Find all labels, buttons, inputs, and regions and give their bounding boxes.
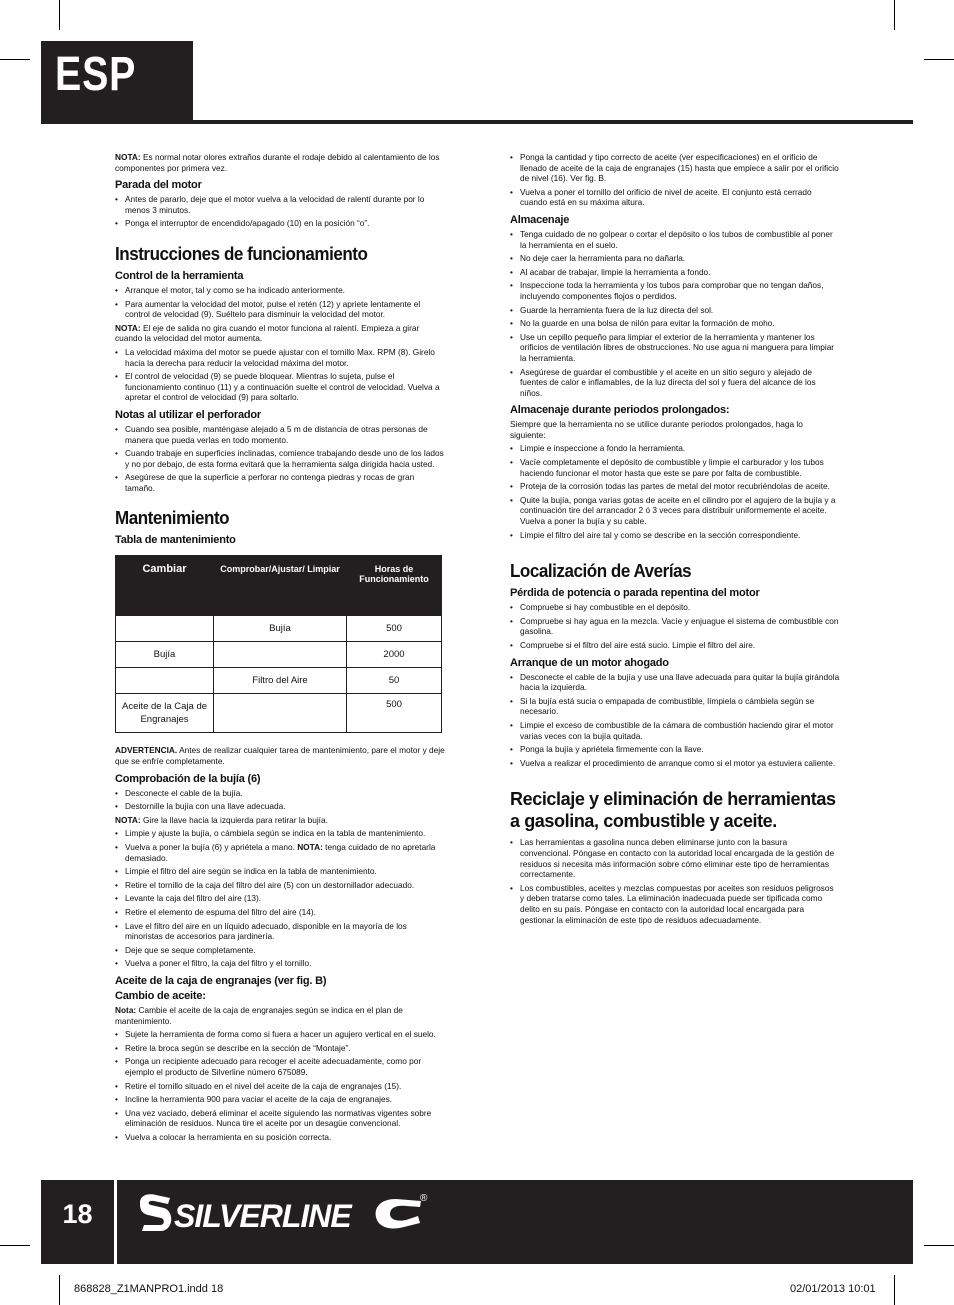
crop-mark: [924, 1245, 954, 1246]
table-row: [116, 668, 442, 694]
list-item: • Ponga un recipiente adecuado para recoger el aceite adecuadamente, como por ejemplo el producto de Silverline número 675089.: [115, 1056, 445, 1077]
list-item: • Vuelva a poner el filtro, la caja del filtro y el tornillo.: [115, 958, 445, 969]
list-item: • Proteja de la corrosión todas las partes de metal del motor recubriéndolas de aceite.: [510, 481, 840, 492]
note-paragraph: NOTA: Gire la llave hacia la izquierda para retirar la bujía.: [115, 814, 328, 825]
list-item: • Al acabar de trabajar, limpie la herramienta a fondo.: [510, 267, 840, 278]
maintenance-table: [115, 555, 442, 733]
table-cell: Bujía: [116, 642, 214, 668]
section-heading: Parada del motor: [115, 179, 202, 192]
list-item: • Compruebe si hay combustible en el depósito.: [510, 602, 840, 613]
list-item: • Antes de pararlo, deje que el motor vuelva a la velocidad de ralentí durante por lo menos 3 minutos.: [115, 194, 445, 215]
list-item: • Limpie y ajuste la bujía, o cámbiela según se indica en la tabla de mantenimiento.: [115, 828, 445, 839]
section-title: Mantenimiento: [115, 507, 230, 529]
paragraph: Siempre que la herramienta no se utilice durante periodos prolongados, haga lo siguiente:: [510, 419, 803, 440]
file-info: 868828_Z1MANPRO1.indd 18: [74, 1283, 224, 1295]
crop-mark: [59, 0, 60, 30]
bullet-list: [510, 602, 840, 650]
list-item: • Limpie el exceso de combustible de la cámara de combustión haciendo girar el motor varias veces con la bujía quitada.: [510, 720, 840, 741]
list-item: • Vuelva a poner la bujía (6) y apriétela a mano. NOTA: tenga cuidado de no apretarla demasiado.: [115, 842, 445, 863]
bullet-list: [510, 837, 840, 925]
language-tab: [41, 41, 193, 123]
section-heading: Almacenaje durante periodos prolongados:: [510, 404, 730, 417]
list-item: • Deje que se seque completamente.: [115, 945, 445, 956]
bullet-list: [510, 443, 840, 540]
table-cell: Bujía: [214, 616, 347, 642]
footer-divider: [114, 1180, 117, 1264]
list-item: • La velocidad máxima del motor se puede ajustar con el tornillo Max. RPM (8). Girelo hacia la derecha para reducir la velocidad máxima del motor.: [115, 347, 445, 368]
crop-mark: [894, 1275, 895, 1305]
table-cell: [116, 668, 214, 694]
list-item: • Sujete la herramienta de forma como si fuera a hacer un agujero vertical en el suelo.: [115, 1029, 445, 1040]
table-header-cell: Horas de Funcionamiento: [347, 556, 442, 616]
bullet-list: [115, 424, 445, 494]
list-item: • Retire la broca según se describe en la sección de “Montaje”.: [115, 1043, 445, 1054]
table-row: [116, 616, 442, 642]
bullet-list: [115, 1029, 445, 1142]
list-item: • Retire el tornillo situado en el nivel del aceite de la caja de engranajes (15).: [115, 1081, 445, 1092]
table-row: [116, 694, 442, 733]
table-cell: [116, 616, 214, 642]
list-item: • Retire el tornillo de la caja del filtro del aire (5) con un destornillador adecuado.: [115, 880, 445, 891]
list-item: • Inspeccione toda la herramienta y los tubos para comprobar que no tengan daños, incluyendo componentes flojos o perdidos.: [510, 280, 840, 301]
list-item: • Si la bujía está sucia o empapada de combustible, límpiela o cámbiela según se necesario.: [510, 696, 840, 717]
language-label: ESP: [55, 48, 137, 101]
table-cell: 50: [347, 668, 442, 694]
list-item: • Asegúrese de que la superficie a perforar no contenga piedras y rocas de gran tamaño.: [115, 472, 445, 493]
section-heading: Arranque de un motor ahogado: [510, 656, 669, 669]
table-cell: Aceite de la Caja de Engranajes: [116, 694, 214, 733]
list-item: • Retire el elemento de espuma del filtro del aire (14).: [115, 907, 445, 918]
header-rule: [41, 120, 913, 124]
list-item: • Los combustibles, aceites y mezclas compuestas por aceites son residuos peligrosos y deben tratarse como tales. La eliminación inadecuada puede ser tipificada como delito en su país. Póngase en contacto con la autoridad local encargada para gestionar la eliminación de este tipo de residuos adecuadamente.: [510, 883, 840, 925]
table-cell: Filtro del Aire: [214, 668, 347, 694]
crop-mark: [0, 59, 30, 60]
list-item: • Desconecte el cable de la bujía y use una llave adecuada para quitar la bujía girándola hacia la izquierda.: [510, 672, 840, 693]
table-header-cell: Cambiar: [116, 556, 214, 616]
bullet-list: [115, 828, 445, 969]
list-item: • Limpie e inspeccione a fondo la herramienta.: [510, 443, 840, 454]
table-cell: 2000: [347, 642, 442, 668]
bullet-list: [510, 152, 840, 208]
list-item: • Una vez vaciado, deberá eliminar el aceite siguiendo las normativas vigentes sobre eliminación de residuos. Nunca tire el aceite por un desagüe convencional.: [115, 1108, 445, 1129]
section-heading: Notas al utilizar el perforador: [115, 408, 262, 421]
list-item: • Desconecte el cable de la bujía.: [115, 788, 445, 799]
list-item: • Guarde la herramienta fuera de la luz directa del sol.: [510, 305, 840, 316]
list-item: • Quite la bujía, ponga varias gotas de aceite en el cilindro por el agujero de la bujía y a continuación tire del arrancador 2 ó 3 veces para distribuir uniformemente el aceite. Vuelva a poner la bujía y su cable.: [510, 495, 840, 527]
bullet-list: [510, 229, 840, 398]
list-item: • Las herramientas a gasolina nunca deben eliminarse junto con la basura convencional. Póngase en contacto con la autoridad local encargada de la gestión de residuos si necesita más información sobre cómo eliminar este tipo de herramientas correctamente.: [510, 837, 840, 879]
note-paragraph: Nota: Cambie el aceite de la caja de engranajes según se indica en el plan de mantenimiento.: [115, 1004, 403, 1026]
list-item: • Tenga cuidado de no golpear o cortar el depósito o los tubos de combustible al poner la herramienta en el suelo.: [510, 229, 840, 250]
list-item: • Vuelva a colocar la herramienta en su posición correcta.: [115, 1132, 445, 1143]
bullet-list: [115, 347, 445, 403]
table-cell: [214, 642, 347, 668]
section-heading: Aceite de la caja de engranajes (ver fig. B): [115, 974, 327, 987]
list-item: • No la guarde en una bolsa de nilón para evitar la formación de moho.: [510, 318, 840, 329]
section-title: Reciclaje y eliminación de herramientas a gasolina, combustible y aceite.: [510, 789, 836, 832]
crop-mark: [59, 1275, 60, 1305]
list-item: • Lave el filtro del aire en un líquido adecuado, disponible en la mayoría de los minoristas de accesorios para jardinería.: [115, 921, 445, 942]
list-item: • Compruebe si el filtro del aire está sucio. Limpie el filtro del aire.: [510, 640, 840, 651]
bullet-list: [510, 672, 840, 769]
silverline-logo: [134, 1189, 434, 1237]
list-item: • Cuando trabaje en superficies inclinadas, comience trabajando desde uno de los lados y no por debajo, de esta forma evitará que la herramienta salga dirigida hacia usted.: [115, 448, 445, 469]
section-heading: Cambio de aceite:: [115, 989, 206, 1002]
date-time: 02/01/2013 10:01: [790, 1283, 876, 1295]
list-item: • Use un cepillo pequeño para limpiar el exterior de la herramienta y mantener los orificios de ventilación libres de obstrucciones. No use agua ni manguera para limpiar la herramienta.: [510, 332, 840, 364]
logo-wordmark: SILVERLINE: [174, 1198, 351, 1234]
bullet-list: [115, 194, 445, 229]
bullet-list: [115, 285, 445, 320]
list-item: • Para aumentar la velocidad del motor, pulse el retén (12) y apriete lentamente el control de velocidad (9). Suéltelo para disminuir la velocidad del motor.: [115, 299, 445, 320]
list-item: • Vacíe completamente el depósito de combustible y limpie el carburador y los tubos haciendo funcionar el motor hasta que este se pare por falta de combustible.: [510, 457, 840, 478]
list-item: • Limpie el filtro del aire tal y como se describe en la sección correspondiente.: [510, 530, 840, 541]
table-row: [116, 642, 442, 668]
table-cell: 500: [347, 694, 442, 733]
note-paragraph: NOTA: Es normal notar olores extraños durante el rodaje debido al calentamiento de los componentes por primera vez.: [115, 152, 440, 173]
list-item: • Destornille la bujía con una llave adecuada.: [115, 801, 445, 812]
warning-paragraph: ADVERTENCIA. Antes de realizar cualquier tarea de mantenimiento, pare el motor y deje que se enfríe completamente.: [115, 745, 445, 767]
section-title: Instrucciones de funcionamiento: [115, 242, 368, 264]
table-cell: [214, 694, 347, 733]
list-item: • Arranque el motor, tal y como se ha indicado anteriormente.: [115, 285, 445, 296]
list-item: • Vuelva a poner el tornillo del orificio de nivel de aceite. El conjunto está cerrado cuando está en su máxima altura.: [510, 187, 840, 208]
list-item: • Vuelva a realizar el procedimiento de arranque como si el motor ya estuviera caliente.: [510, 758, 840, 769]
registered-mark: ®: [420, 1193, 428, 1204]
list-item: • Levante la caja del filtro del aire (13).: [115, 893, 445, 904]
section-heading: Pérdida de potencia o parada repentina del motor: [510, 587, 760, 600]
section-heading: Tabla de mantenimiento: [115, 534, 236, 547]
list-item: • Ponga el interruptor de encendido/apagado (10) en la posición “o”.: [115, 218, 445, 229]
list-item: • Cuando sea posible, manténgase alejado a 5 m de distancia de otras personas de manera que pueda verlas en todo momento.: [115, 424, 445, 445]
list-item: • Ponga la bujía y apriétela firmemente con la llave.: [510, 744, 840, 755]
list-item: • Incline la herramienta 900 para vaciar el aceite de la caja de engranajes.: [115, 1094, 445, 1105]
table-header-cell: Comprobar/Ajustar/ Limpiar: [214, 556, 347, 616]
list-item: • Ponga la cantidad y tipo correcto de aceite (ver especificaciones) en el orificio de llenado de aceite de la caja de engranajes (15) hasta que empiece a salir por el orificio de nivel (16). Ver fig. B.: [510, 152, 840, 184]
section-heading: Comprobación de la bujía (6): [115, 772, 261, 785]
table-cell: 500: [347, 616, 442, 642]
section-heading: Almacenaje: [510, 213, 570, 226]
left-column: [115, 152, 445, 1146]
section-heading: Control de la herramienta: [115, 269, 244, 282]
page-number: 18: [62, 1199, 93, 1229]
crop-mark: [0, 1245, 30, 1246]
crop-mark: [924, 59, 954, 60]
crop-mark: [894, 0, 895, 30]
section-title: Localización de Averías: [510, 560, 692, 582]
right-column: [510, 152, 840, 928]
list-item: • El control de velocidad (9) se puede bloquear. Mientras lo sujeta, pulse el funcionamiento continuo (11) y a continuación suelte el control de velocidad. Vuelva a apretar el control de velocidad (9) para soltarlo.: [115, 371, 445, 403]
list-item: • Limpie el filtro del aire según se indica en la tabla de mantenimiento.: [115, 866, 445, 877]
list-item: • Compruebe si hay agua en la mezcla. Vacíe y enjuague el sistema de combustible con gasolina.: [510, 616, 840, 637]
note-paragraph: NOTA: El eje de salida no gira cuando el motor funciona al ralentí. Empieza a girar cuando la velocidad del motor aumenta.: [115, 322, 420, 344]
list-item: • Asegúrese de guardar el combustible y el aceite en un sitio seguro y alejado de fuentes de calor e inflamables, de la luz directa del sol y fuera del alcance de los niños.: [510, 367, 840, 399]
list-item: • No deje caer la herramienta para no dañarla.: [510, 253, 840, 264]
bullet-list: [115, 788, 445, 812]
